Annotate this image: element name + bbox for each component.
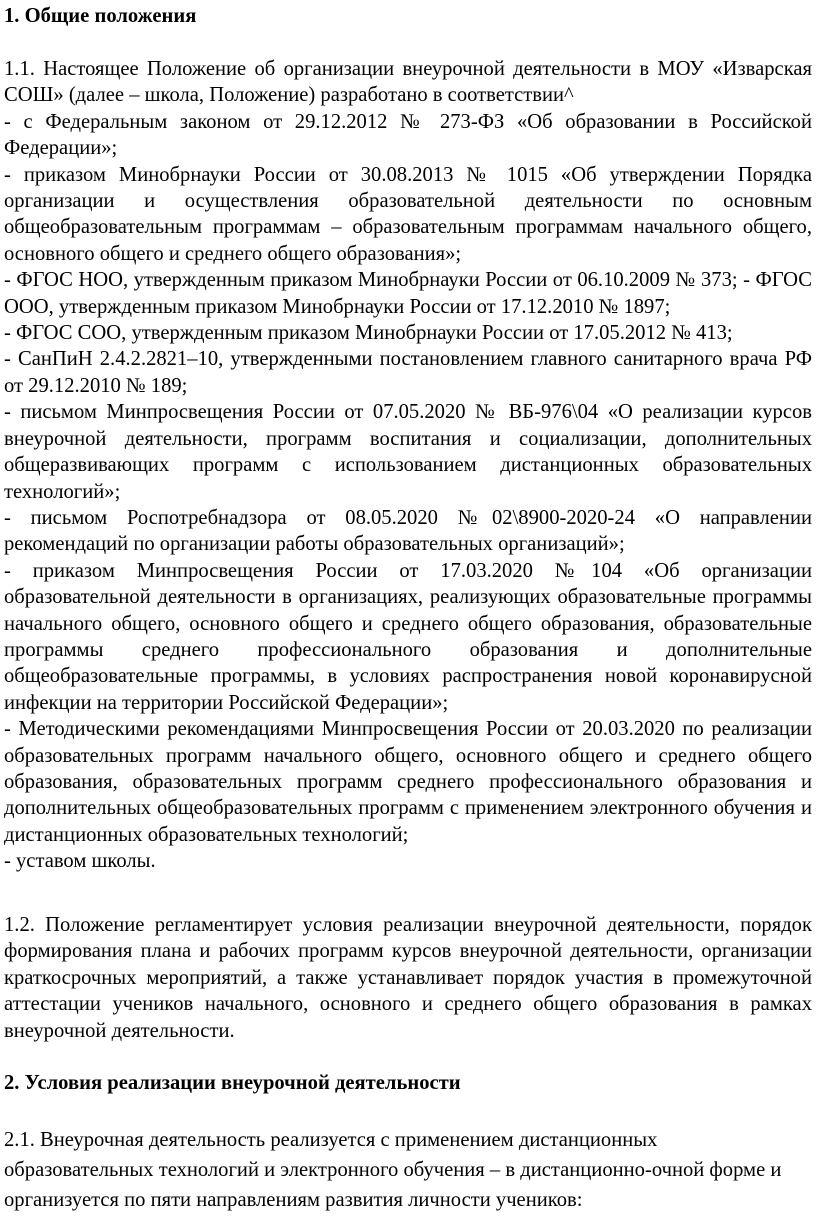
paragraph-2-1: 2.1. Внеурочная деятельность реализуется с применением дистанционных образовательных технологий и электронного обучения – в дистанционно-очной форме и организуется по пяти направлениям развития личности учеников:: [4, 1129, 782, 1212]
section-1-title: 1. Общие положения: [4, 5, 197, 27]
list-item-letter-minprosv: - письмом Минпросвещения России от 07.05.2020 № ВБ-976\04 «О реализации курсов внеурочной деятельности, программ воспитания и социализации, дополнительных общеразвивающих программ с использованием дистанционных образовательных технологий»;: [4, 401, 812, 503]
list-item-fgos-soo: - ФГОС СОО, утвержденным приказом Минобрнауки России от 17.05.2012 № 413;: [4, 322, 733, 345]
paragraph-1-1: 1.1. Настоящее Положение об организации внеурочной деятельности в МОУ «Изварская СОШ» (далее – школа, Положение) разработано в соответствии^: [4, 58, 812, 107]
list-item-order-1015: - приказом Минобрнауки России от 30.08.2013 № 1015 «Об утверждении Порядка организации и осуществления образовательной деятельности по основным общеобразовательным программам – образовательным программам начального общего, основного общего и среднего общего образования»;: [4, 163, 812, 265]
list-item-federal-law: - с Федеральным законом от 29.12.2012 № 273-ФЗ «Об образовании в Российской Федерации»;: [4, 110, 812, 160]
list-item-fgos-noo-ooo: - ФГОС НОО, утвержденным приказом Минобрнауки России от 06.10.2009 № 373; - ФГОС ООО, утвержденным приказом Минобрнауки России от 17.12.2010 № 1897;: [4, 269, 812, 318]
paragraph-1-2: 1.2. Положение регламентирует условия реализации внеурочной деятельности, порядок формирования плана и рабочих программ курсов внеурочной деятельности, организации краткосрочных мероприятий, а также устанавливает порядок участия в промежуточной аттестации учеников начального, основного и среднего общего образования в рамках внеурочной деятельности.: [4, 914, 812, 1042]
list-item-method-recommendations: - Методическими рекомендациями Минпросвещения России от 20.03.2020 по реализации образовательных программ начального общего, основного общего и среднего общего образования, образовательных программ среднего профессионального образования и дополнительных общеобразовательных программ с применением электронного обучения и дистанционных образовательных технологий;: [4, 718, 812, 846]
section-1-body: [4, 56, 812, 875]
list-item-sanpin: - СанПиН 2.4.2.2821–10, утвержденными постановлением главного санитарного врача РФ от 29.12.2010 № 189;: [4, 348, 812, 397]
list-item-letter-rospotreb: - письмом Роспотребнадзора от 08.05.2020 №02\8900-2020-24 «О направлении рекомендаций по организации работы образовательных организаций»;: [4, 506, 812, 556]
paragraph-1-2-block: [4, 912, 812, 1044]
list-item-order-104: - приказом Минпросвещения России от 17.03.2020 №104 «Об организации образовательной деятельности в организациях, реализующих образовательные программы начального общего, основного общего и среднего общего образования, образовательные программы среднего профессионального образования и дополнительные общеобразовательные программы, в условиях распространения новой коронавирусной инфекции на территории Российской Федерации»;: [4, 559, 812, 714]
list-item-school-charter: - уставом школы.: [4, 850, 156, 873]
section-2-title: 2. Условия реализации внеурочной деятельности: [4, 1072, 461, 1094]
paragraph-2-1-block: [4, 1125, 812, 1216]
